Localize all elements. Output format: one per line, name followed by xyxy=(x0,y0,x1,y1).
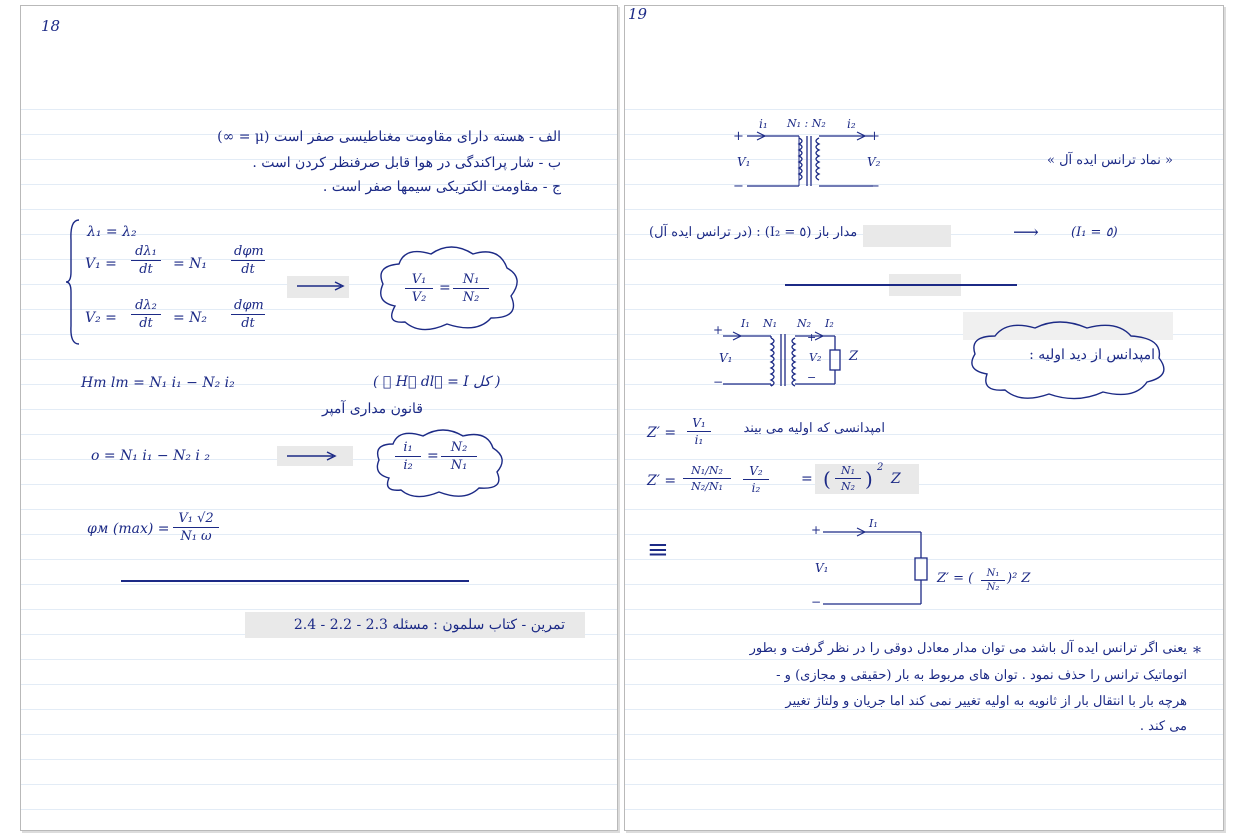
phi-max-lhs: φм (max) = xyxy=(87,521,170,537)
equivalent-symbol: ≡ xyxy=(647,535,669,565)
page-number: 18 xyxy=(41,17,61,35)
note-star: * xyxy=(1193,643,1201,662)
t2-z-label: Z xyxy=(849,349,859,364)
arrow-icon xyxy=(297,280,345,292)
eq-v2-frac1: $\frac{\text{dλ₂}}{dt}$ xyxy=(131,298,161,331)
assumption-c: ج - مقاومت الکتریکی سیمها صفر است . xyxy=(322,179,561,195)
t1-v2-label: V₂ xyxy=(867,155,881,169)
ampere-law-label: قانون مداری آمپر xyxy=(321,401,423,417)
open-circuit-arrow: ⟶ xyxy=(1013,222,1039,243)
z-prime-lhs: Z′ = xyxy=(647,425,677,441)
t1-i1-label: i₁ xyxy=(759,117,768,131)
transformer-with-load-icon xyxy=(715,322,855,392)
t1-v1-label: V₁ xyxy=(737,155,751,169)
arrow-icon xyxy=(287,450,337,462)
t2-i2-label: I₂ xyxy=(825,317,834,330)
eq-v2-lhs: V₂ = xyxy=(85,310,117,326)
eq-circuit-minus: − xyxy=(811,595,822,609)
t2-v2-label: V₂ xyxy=(809,351,822,364)
z-calc-z: Z xyxy=(891,471,901,487)
z-calc-frac2: $\frac{\text{V₂}}{\text{i₂}}$ xyxy=(743,464,769,495)
z-prime-frac: $\frac{\text{V₁}}{\text{i₁}}$ xyxy=(687,416,711,447)
eq-lambda: λ₁ = λ₂ xyxy=(87,224,137,240)
cloud-highlight-icon xyxy=(371,426,509,498)
t1-plus-right: + xyxy=(869,129,880,144)
note-line-3: هرچه بار با انتقال بار از ثانویه به اولیه تغییر نمی کند اما جریان و ولتاژ تغییر xyxy=(785,694,1187,709)
equivalent-circuit-icon xyxy=(821,517,931,610)
note-line-4: می کند . xyxy=(1139,719,1187,734)
ampere-law-formula: ( ∮ H⃗ dl⃗ = I کل ) xyxy=(373,374,501,390)
eq-ampere: Hm lm = N₁ i₁ − N₂ i₂ xyxy=(81,375,235,391)
t2-i1-label: I₁ xyxy=(741,317,750,330)
eq-v2-frac2: dφm dt xyxy=(231,298,265,331)
t1-i2-label: i₂ xyxy=(847,117,856,131)
result1-lhs: $\frac{\text{V₁}}{\text{V₂}}$ xyxy=(405,272,433,305)
right-notebook-page xyxy=(624,5,1224,831)
t2-v1-label: V₁ xyxy=(719,351,733,365)
eq-v1-mid: = N₁ xyxy=(173,256,208,272)
t2-minus-left: − xyxy=(713,375,724,389)
t2-plus-secondary: + xyxy=(807,331,817,344)
eq-circuit-plus: + xyxy=(811,523,822,537)
equals-sign: = xyxy=(427,448,439,464)
equals-sign: = xyxy=(439,280,451,296)
t1-ratio-label: N₁ : N₂ xyxy=(787,117,826,130)
eq-circuit-z-suffix: )² Z xyxy=(1007,571,1031,586)
close-paren: ) xyxy=(865,467,873,491)
note-line-1: یعنی اگر ترانس ایده آل باشد می توان مدار معادل دوقی را در نظر گرفت و بطور xyxy=(749,641,1187,656)
ideal-symbol-label: « نماد ترانس ایده آل » xyxy=(1047,153,1173,168)
t1-minus-right: − xyxy=(869,179,880,194)
result1-rhs: $\frac{\text{N₁}}{\text{N₂}}$ xyxy=(453,272,489,305)
eq-circuit-z-prefix: Z′ = ( xyxy=(937,571,974,586)
left-notebook-page xyxy=(20,5,618,831)
t2-plus-left: + xyxy=(713,323,724,337)
z-calc-frac1: $\frac{\text{N₁/N₂}}{\text{N₂/N₁}}$ xyxy=(683,464,731,493)
phi-max-frac: $\frac{\text{V₁ √2}}{\text{N₁ ω}}$ xyxy=(173,511,219,544)
assumption-b: ب - شار پراکندگی در هوا قابل صرفنظر کردن است . xyxy=(252,155,561,171)
eq-v1-frac1: $\frac{\text{dλ₁}}{dt}$ xyxy=(131,244,161,277)
assumption-a: الف - هسته دارای مقاومت مغناطیسی صفر است (μ = ∞) xyxy=(217,129,561,145)
z-prime-description: امپدانسی که اولیه می بیند xyxy=(743,421,885,436)
result2-rhs: $\frac{\text{N₂}}{\text{N₁}}$ xyxy=(441,440,477,473)
open-circuit-result: (I₁ = ٥) xyxy=(1071,225,1118,240)
t2-minus-secondary: − xyxy=(807,371,817,384)
page-number: 19 xyxy=(628,5,648,23)
t2-n1-label: N₁ xyxy=(763,317,778,330)
t1-minus-left: − xyxy=(733,179,744,194)
impedance-from-primary-label: امپدانس از دید اولیه : xyxy=(1029,347,1155,363)
eq-v1-lhs: V₁ = xyxy=(85,256,117,272)
separator-line xyxy=(785,284,1017,286)
brace-icon xyxy=(65,218,81,346)
eq-v2-mid: = N₂ xyxy=(173,310,208,326)
t1-plus-left: + xyxy=(733,129,744,144)
open-paren: ( xyxy=(823,467,831,491)
note-line-2: اتوماتیک ترانس را حذف نمود . توان های مربوط به بار (حقیقی و مجازی) و - xyxy=(776,668,1187,683)
separator-line xyxy=(121,580,469,582)
result2-lhs: $\frac{\text{i₁}}{\text{i₂}}$ xyxy=(395,440,421,473)
eq-circuit-ratio: $\frac{\text{N₁}}{\text{N₂}}$ xyxy=(981,568,1005,593)
exercise-note: تمرین - کتاب سلمون : مسئله 2.3 - 2.2 - 2.4 xyxy=(293,617,565,633)
z-calc-exponent: 2 xyxy=(877,462,884,473)
z-calc-lhs: Z′ = xyxy=(647,473,677,489)
eq-zero: o = N₁ i₁ − N₂ i ₂ xyxy=(91,448,210,464)
eq-v1-frac2: dφm dt xyxy=(231,244,265,277)
t2-n2-label: N₂ xyxy=(797,317,812,330)
z-calc-equals: = xyxy=(801,471,813,487)
z-calc-ratio: $\frac{\text{N₁}}{\text{N₂}}$ xyxy=(835,464,861,493)
eq-circuit-i1: I₁ xyxy=(869,517,878,530)
open-circuit-line: (در ترانس ایده آل) : (I₂ = ٥) مدار باز xyxy=(649,225,858,240)
eq-circuit-v1: V₁ xyxy=(815,561,829,575)
